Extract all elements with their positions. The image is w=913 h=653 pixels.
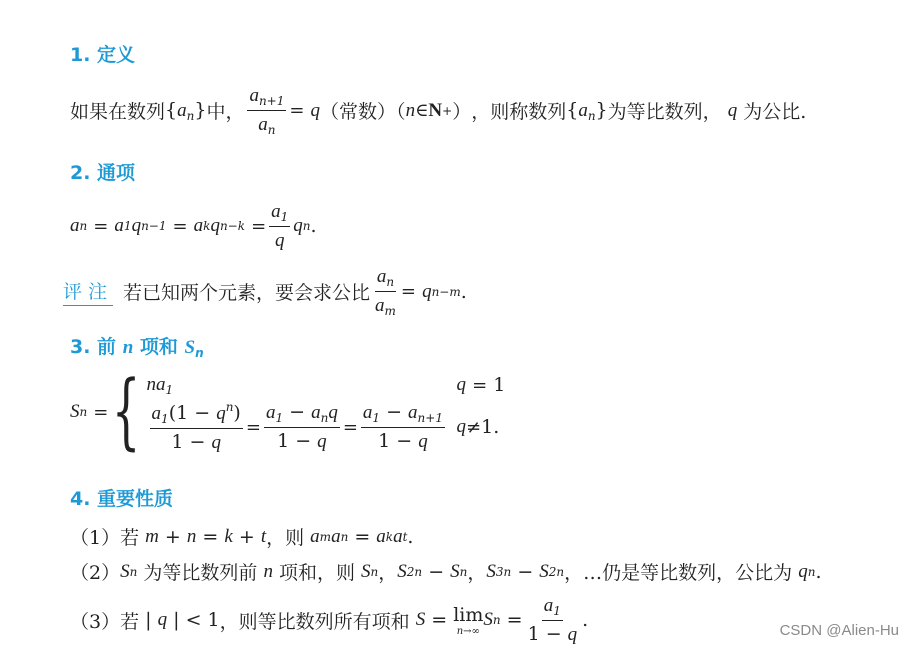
property-text: ，…仍是等比数列，公比为 [564,562,793,584]
definition-text: ，则称数列 [471,101,567,123]
property-label: （1） [70,527,121,549]
property-3: （3） 若 | q | < 1 ，则等比数列所有项和 S = lim n→∞ S n = $\frac{a_1}{1 - q}$ . [70,595,589,645]
remark-tag: 评注 [63,277,113,306]
property-text: ，则 [266,527,305,549]
property-text: 为等比数列前 [143,562,258,584]
watermark: CSDN @Alien-Hu [779,622,899,639]
property-label: （2） [70,562,121,584]
section-heading-properties: 4. 重要性质 [70,488,174,510]
heading-text: 项和 [139,336,178,358]
property-label: （3） [70,610,121,633]
property-text: 若 [120,610,140,633]
property-2: （2） S n 为等比数列前 n 项和，则 S n ， S 2n − S n ， S 3n − S 2n ，…仍是等比数列，公比为 q n . [70,558,822,585]
section-heading-definition: 1. 定义 [70,44,136,66]
property-text: ，则等比数列所有项和 [219,610,410,633]
definition-text: 中， [206,101,245,123]
heading-text: 3. 前 [70,336,117,358]
definition-text: 为等比数列， [607,101,722,123]
remark-line: 评注 若已知两个元素，要会求公比 $\frac{a_n}{a_m}$ = q n−m . [63,266,467,318]
property-text: 若 [120,527,140,549]
ratio-fraction: $\frac{a_{n+1}}{a_n}$ [249,85,285,137]
definition-text: 如果在数列 [70,101,166,123]
property-1: （1） 若 m + n = k + t ，则 a m a n = a k a t . [70,523,413,550]
section-heading-general-term: 2. 通项 [70,162,136,184]
partial-sum-formula: S n = { $na_1$ q = 1 $\frac{a_1(1 - q^n)}{1 - q}$ = $\frac{a_1 - a_nq}{1 - q}$ = $\frac{a_1 - a_{n+1}}{1 - q}$ q ≠ 1. [70,364,506,459]
section-heading-partial-sum: 3. 前 n 项和 $S_n$ [70,336,204,360]
definition-text: 为公比. [743,101,807,123]
remark-text: 若已知两个元素，要会求公比 [123,282,371,304]
definition-text: 常数 [339,101,378,123]
property-text: 项和，则 [278,562,355,584]
definition-paragraph: 如果在数列 $\{a_n\}$ 中， $\frac{a_{n+1}}{a_n}$ = q （ 常数 ）（ n ∈ N + ） ，则称数列 $\{a_n\}$ 为等比数列， q 为公比. [70,85,807,137]
general-term-formula: a n = a 1 q n−1 = a k q n−k = $\frac{a_1}{q}$ q n . [70,201,317,251]
